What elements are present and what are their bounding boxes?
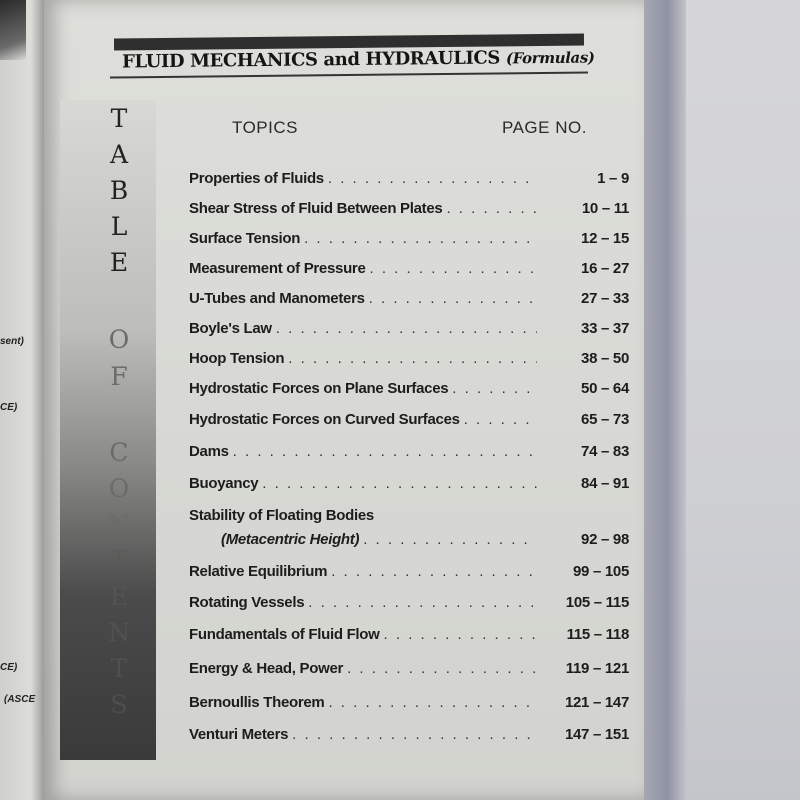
toc-pages: 115 – 118 — [566, 626, 629, 643]
page-number-column-header: PAGE NO. — [502, 118, 587, 137]
toc-entry[interactable] — [189, 443, 629, 467]
leader-dots — [292, 726, 537, 743]
toc-entry[interactable] — [189, 200, 629, 224]
toc-topic: Hydrostatic Forces on Curved Surfaces — [189, 411, 460, 428]
toc-topic: Energy & Head, Power — [189, 660, 344, 677]
toc-pages: 74 – 83 — [581, 443, 629, 460]
toc-pages: 1 – 9 — [597, 170, 629, 187]
toc-topic: Rotating Vessels — [189, 594, 305, 611]
toc-entry[interactable] — [189, 726, 629, 750]
toc-entry[interactable] — [189, 230, 629, 254]
toc-entry[interactable] — [189, 411, 629, 435]
toc-topic: Venturi Meters — [189, 726, 289, 743]
toc-topic: Measurement of Pressure — [189, 260, 366, 277]
toc-entry[interactable] — [189, 380, 629, 404]
toc-topic: Stability of Floating Bodies — [189, 507, 374, 524]
book-page — [44, 0, 644, 800]
toc-pages: 38 – 50 — [581, 350, 629, 367]
toc-pages: 50 – 64 — [581, 380, 629, 397]
leader-dots — [347, 660, 537, 677]
title-subtitle: (Formulas) — [505, 48, 595, 68]
toc-pages: 121 – 147 — [564, 694, 629, 711]
left-page-fragment: (ASCE — [4, 694, 36, 705]
toc-topic: (Metacentric Height) — [221, 531, 360, 548]
book-edge — [640, 0, 686, 800]
leader-dots — [384, 626, 537, 643]
toc-entry[interactable] — [189, 531, 629, 555]
toc-topic: Bernoullis Theorem — [189, 694, 325, 711]
toc-pages: 147 – 151 — [564, 726, 629, 743]
toc-entry[interactable] — [189, 290, 629, 314]
toc-pages: 92 – 98 — [581, 531, 629, 548]
banner-letter: T — [110, 654, 128, 683]
toc-entry[interactable] — [189, 350, 629, 374]
toc-entry[interactable] — [189, 475, 629, 499]
page-curl — [0, 0, 26, 60]
leader-dots — [288, 350, 537, 367]
toc-topic: Boyle's Law — [189, 320, 272, 337]
leader-dots — [452, 380, 537, 397]
banner-letter: C — [109, 438, 129, 467]
banner-letter: L — [110, 212, 128, 241]
banner-letter: A — [109, 140, 129, 169]
banner-letter: T — [110, 104, 128, 133]
toc-pages: 84 – 91 — [581, 475, 629, 492]
banner-letter: O — [108, 325, 130, 354]
leader-dots — [369, 290, 537, 307]
banner-letter: N — [108, 618, 130, 647]
leader-dots — [370, 260, 537, 277]
header-rule — [110, 71, 588, 78]
banner-letter: O — [108, 474, 130, 503]
toc-pages: 16 – 27 — [581, 260, 629, 277]
toc-topic: U-Tubes and Manometers — [189, 290, 365, 307]
toc-topic: Relative Equilibrium — [189, 563, 328, 580]
banner-letter: B — [109, 176, 129, 205]
toc-entry[interactable] — [189, 694, 629, 718]
toc-topic: Dams — [189, 443, 229, 460]
leader-dots — [446, 200, 537, 217]
toc-topic: Shear Stress of Fluid Between Plates — [189, 200, 443, 217]
toc-entry[interactable] — [189, 320, 629, 344]
banner-letter: S — [110, 690, 128, 719]
leader-dots — [308, 594, 537, 611]
toc-entry[interactable] — [189, 507, 629, 531]
title-text: FLUID MECHANICS and HYDRAULICS — [121, 47, 501, 73]
leader-dots — [262, 475, 537, 492]
table-of-contents-banner — [60, 100, 156, 760]
toc-topic: Hydrostatic Forces on Plane Surfaces — [189, 380, 449, 397]
toc-pages: 33 – 37 — [581, 320, 629, 337]
leader-dots — [304, 230, 537, 247]
toc-entry[interactable] — [189, 660, 629, 684]
toc-pages: 65 – 73 — [581, 411, 629, 428]
toc-entry[interactable] — [189, 260, 629, 284]
banner-letter: E — [109, 248, 129, 277]
page-title — [122, 47, 595, 73]
left-page-fragment: sent) — [0, 336, 24, 347]
toc-pages: 99 – 105 — [573, 563, 629, 580]
leader-dots — [233, 443, 537, 460]
leader-dots — [276, 320, 537, 337]
banner-letter: F — [110, 362, 128, 391]
toc-pages: 12 – 15 — [581, 230, 629, 247]
leader-dots — [331, 563, 537, 580]
left-page-fragment: CE) — [0, 662, 18, 673]
banner-letter: E — [109, 582, 129, 611]
leader-dots — [363, 531, 537, 548]
toc-entry[interactable] — [189, 594, 629, 618]
toc-pages: 10 – 11 — [581, 200, 629, 217]
leader-dots — [464, 411, 537, 428]
left-page — [0, 0, 44, 800]
leader-dots — [328, 694, 537, 711]
toc-pages: 119 – 121 — [565, 660, 629, 677]
toc-topic: Properties of Fluids — [189, 170, 324, 187]
toc-topic: Fundamentals of Fluid Flow — [189, 626, 380, 643]
toc-topic: Surface Tension — [189, 230, 301, 247]
toc-topic: Buoyancy — [189, 475, 259, 492]
banner-letter: N — [108, 510, 130, 539]
leader-dots — [328, 170, 537, 187]
toc-topic: Hoop Tension — [189, 350, 285, 367]
topics-column-header: TOPICS — [232, 118, 298, 137]
banner-letter: T — [110, 546, 128, 575]
toc-entry[interactable] — [189, 563, 629, 587]
toc-entry[interactable] — [189, 170, 629, 194]
left-page-fragment: CE) — [0, 402, 18, 413]
toc-entry[interactable] — [189, 626, 629, 650]
toc-pages: 105 – 115 — [565, 594, 629, 611]
toc-pages: 27 – 33 — [581, 290, 629, 307]
